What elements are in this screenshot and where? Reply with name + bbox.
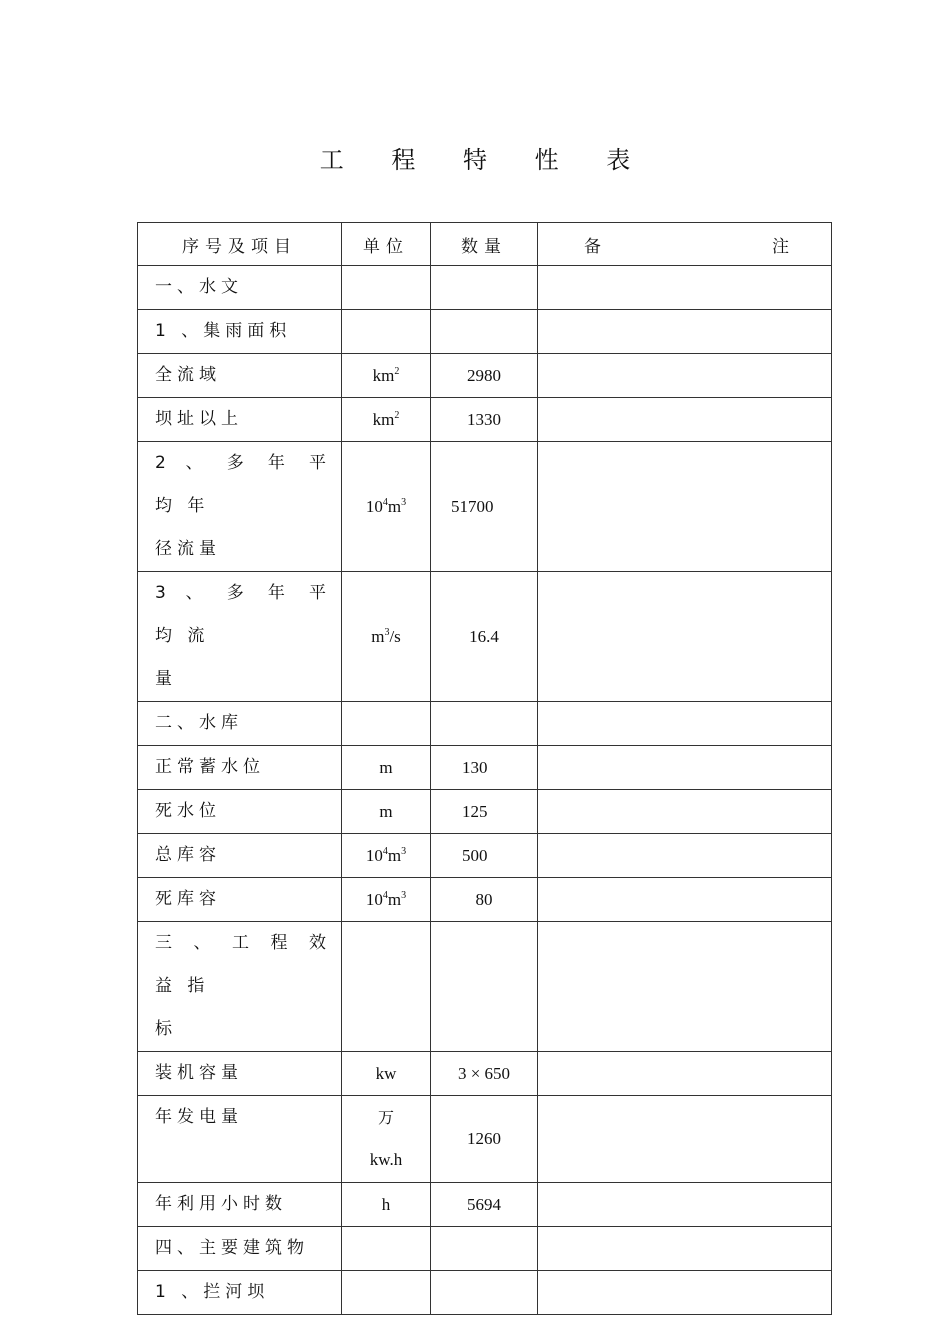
row-item: 总库容 bbox=[155, 845, 221, 865]
row-unit: $10^4m^3$ bbox=[342, 442, 431, 572]
row-quantity bbox=[431, 702, 538, 746]
row-unit bbox=[342, 310, 431, 354]
row-unit bbox=[342, 922, 431, 1052]
row-item: 全流域 bbox=[155, 365, 221, 385]
table-row bbox=[138, 1227, 832, 1271]
table-row bbox=[138, 572, 832, 702]
row-note bbox=[538, 834, 832, 878]
row-note bbox=[538, 1183, 832, 1227]
row-quantity: 16.4 bbox=[431, 572, 538, 702]
row-item: 死水位 bbox=[155, 801, 221, 821]
header-item: 序号及项目 bbox=[138, 223, 342, 266]
row-quantity: 3 × 650 bbox=[431, 1052, 538, 1096]
table-row bbox=[138, 1271, 832, 1315]
row-quantity bbox=[431, 266, 538, 310]
table-row bbox=[138, 878, 832, 922]
row-note bbox=[538, 1052, 832, 1096]
row-note bbox=[538, 1096, 832, 1183]
row-item: 正常蓄水位 bbox=[155, 757, 265, 777]
row-item: 三 、 工 程 效 益 指 标 bbox=[155, 933, 331, 1039]
table-row bbox=[138, 1096, 832, 1183]
row-item: 年发电量 bbox=[155, 1107, 243, 1127]
row-note bbox=[538, 878, 832, 922]
row-note bbox=[538, 442, 832, 572]
table-header-row bbox=[138, 223, 832, 266]
table-row bbox=[138, 398, 832, 442]
row-unit: m bbox=[342, 790, 431, 834]
row-note bbox=[538, 922, 832, 1052]
header-note-right: 注 bbox=[772, 236, 789, 257]
row-note bbox=[538, 1227, 832, 1271]
row-note bbox=[538, 1271, 832, 1315]
row-note bbox=[538, 746, 832, 790]
header-unit: 单位 bbox=[342, 223, 431, 266]
table-row bbox=[138, 1183, 832, 1227]
row-quantity bbox=[431, 310, 538, 354]
row-unit: $10^4m^3$ bbox=[342, 878, 431, 922]
row-quantity bbox=[431, 1271, 538, 1315]
table-row bbox=[138, 702, 832, 746]
row-item: 2 、 多 年 平 均 年 径流量 bbox=[155, 453, 331, 559]
row-quantity: 1330 bbox=[431, 398, 538, 442]
row-quantity bbox=[431, 1227, 538, 1271]
table-row bbox=[138, 354, 832, 398]
row-unit bbox=[342, 266, 431, 310]
table-row bbox=[138, 790, 832, 834]
header-note-left: 备 bbox=[584, 236, 601, 257]
row-quantity: 5694 bbox=[431, 1183, 538, 1227]
row-quantity: 2980 bbox=[431, 354, 538, 398]
row-unit: $m^3/s$ bbox=[342, 572, 431, 702]
row-unit bbox=[342, 1271, 431, 1315]
row-item: 一、水文 bbox=[155, 277, 243, 297]
row-note bbox=[538, 572, 832, 702]
row-quantity: 51700 bbox=[431, 442, 538, 572]
table-row bbox=[138, 922, 832, 1052]
row-item: 1 、集雨面积 bbox=[155, 321, 292, 341]
row-item: 3 、 多 年 平 均 流 量 bbox=[155, 583, 331, 689]
table-row bbox=[138, 834, 832, 878]
table-row bbox=[138, 442, 832, 572]
table-row bbox=[138, 1052, 832, 1096]
row-quantity: 130 bbox=[431, 746, 538, 790]
row-unit: h bbox=[342, 1183, 431, 1227]
row-unit bbox=[342, 702, 431, 746]
table-row bbox=[138, 310, 832, 354]
engineering-spec-table bbox=[137, 222, 832, 1315]
document-title: 工 程 特 性 表 bbox=[319, 146, 651, 174]
header-quantity: 数量 bbox=[431, 223, 538, 266]
row-quantity: 80 bbox=[431, 878, 538, 922]
row-item: 年利用小时数 bbox=[155, 1194, 287, 1214]
row-quantity bbox=[431, 922, 538, 1052]
row-unit: kw bbox=[342, 1052, 431, 1096]
header-note bbox=[538, 223, 832, 266]
row-note bbox=[538, 702, 832, 746]
table-row bbox=[138, 746, 832, 790]
row-note bbox=[538, 266, 832, 310]
row-item: 四、主要建筑物 bbox=[155, 1238, 309, 1258]
row-unit: $10^4m^3$ bbox=[342, 834, 431, 878]
row-item: 1 、拦河坝 bbox=[155, 1282, 270, 1302]
row-quantity: 1260 bbox=[431, 1096, 538, 1183]
row-note bbox=[538, 790, 832, 834]
row-item: 装机容量 bbox=[155, 1063, 243, 1083]
row-note bbox=[538, 354, 832, 398]
row-note bbox=[538, 310, 832, 354]
row-item: 二、水库 bbox=[155, 713, 243, 733]
row-unit: 万 kw.h bbox=[342, 1096, 431, 1183]
row-item: 死库容 bbox=[155, 889, 221, 909]
row-quantity: 125 bbox=[431, 790, 538, 834]
table-row bbox=[138, 266, 832, 310]
row-note bbox=[538, 398, 832, 442]
row-quantity: 500 bbox=[431, 834, 538, 878]
row-unit: m bbox=[342, 746, 431, 790]
row-unit: $km^2$ bbox=[342, 398, 431, 442]
row-unit bbox=[342, 1227, 431, 1271]
row-item: 坝址以上 bbox=[155, 409, 243, 429]
row-unit: $km^2$ bbox=[342, 354, 431, 398]
